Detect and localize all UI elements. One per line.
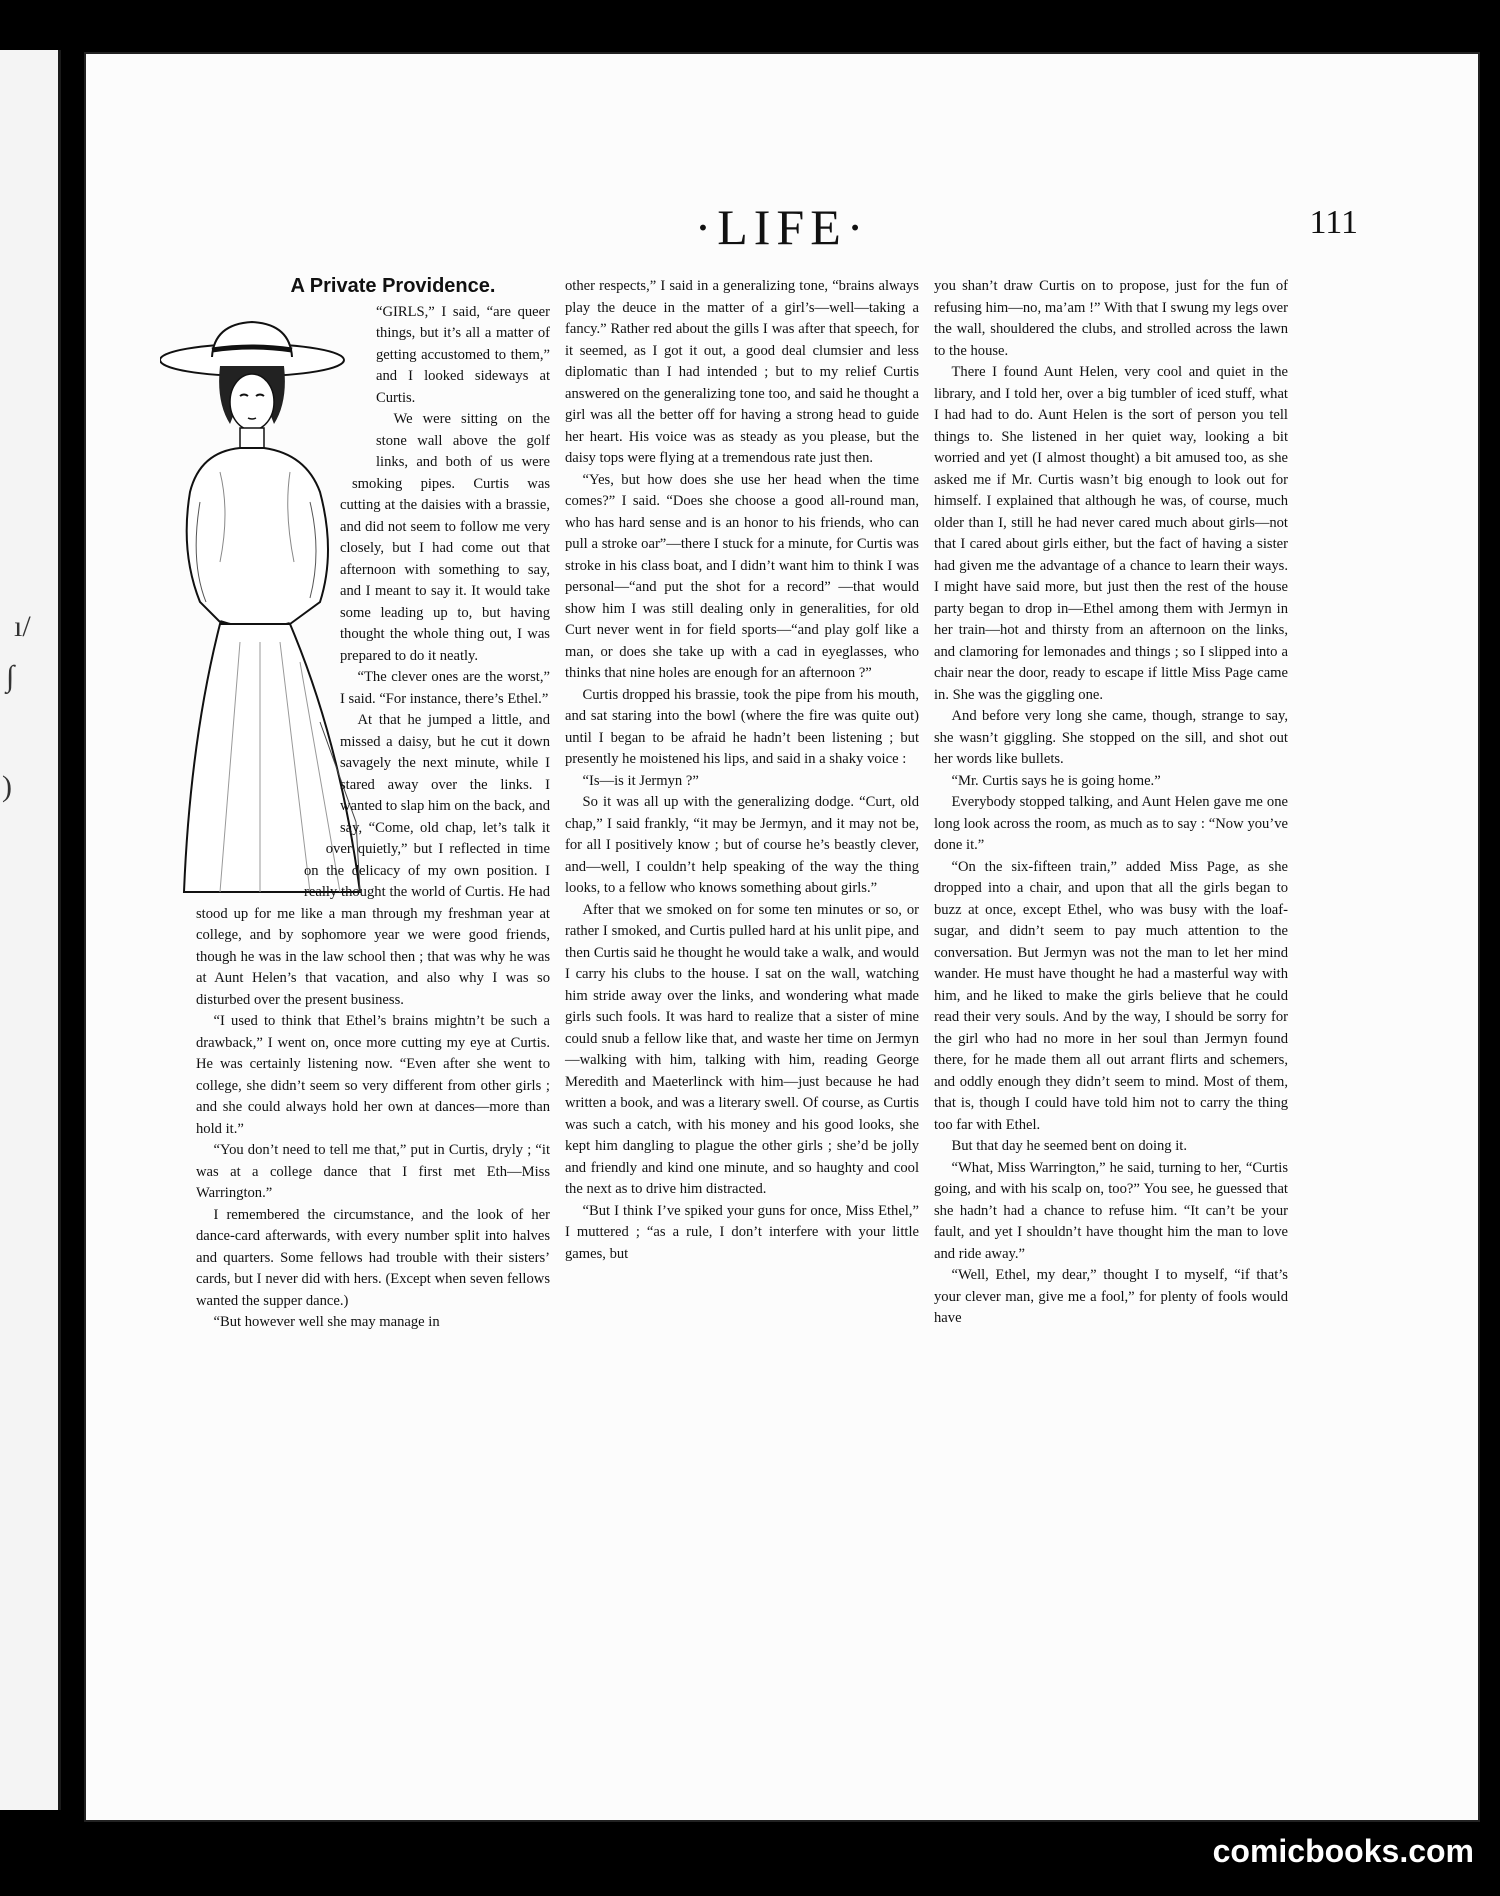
paragraph: Curtis dropped his brassie, took the pipe from his mouth, and sat staring into the bowl (where the fire was quite out) until I began to be afraid he hadn’t been listening ; but presently he moistened his lips, and said in a shaky voice : (565, 686, 919, 767)
paragraph: “The clever ones are the worst,” I said. “For instance, there’s Ethel.” (340, 669, 550, 707)
paragraph: “GIRLS,” I said, “are queer things, but it’s all a matter of getting accustomed to them,” and I looked sideways at Curtis. (376, 303, 550, 406)
paragraph: We were sitting on the stone wall above the golf links, and both of us were smoking pipes. Curtis was cutting at the daisies with a brassie, and did not seem to follow me very closely, but I had come out that afternoon with something to say, and I meant to say it. It would take some leading up to, but having thought the whole thing out, I was prepared to do it neatly. (340, 411, 550, 664)
paragraph: “But however well she may manage in (213, 1314, 440, 1330)
margin-scribble: ∫ (6, 660, 15, 693)
paragraph: I remembered the circumstance, and the look of her dance-card afterwards, with every number split into halves and quarters. Some fellows had trouble with their sisters’ cards, but I never did with hers. (Except when seven fellows wanted the supper dance.) (196, 1206, 550, 1309)
adjacent-page-edge (0, 50, 61, 1810)
paragraph: “You don’t need to tell me that,” put in Curtis, dryly ; “it was at a college dance that I first met Eth—Miss Warrington.” (196, 1142, 550, 1201)
paragraph: “Is—is it Jermyn ?” (582, 772, 699, 789)
paragraph: “What, Miss Warrington,” he said, turning to her, “Curtis going, and with his scalp on, too?” You see, he guessed that she hadn’t had a chance to refuse him. “It can’t be your fault, and yet I shouldn’t have thought him the man to love and ride away.” (934, 1159, 1288, 1262)
site-watermark: comicbooks.com (1212, 1833, 1474, 1869)
paragraph: “Yes, but how does she use her head when the time comes?” I said. “Does she choose a good all-round man, who has hard sense and is an honor to his friends, who can pull a stroke oar”—there I stuck for a minute, for Curtis was stroke in his class boat, and I didn’t want him to think I was personal—“and put the shot for a record” —that would show him I was still dealing only in generalities, for old Curt never went in for field sports—“and play golf like a man, or does she take up with a cad in eyeglasses, who thinks that nine holes are enough for an afternoon ?” (565, 471, 919, 681)
article-title: A Private Providence. (290, 275, 496, 297)
woman-in-hat-illustration (160, 302, 370, 902)
column-1 (196, 276, 550, 1334)
paragraph: And before very long she came, though, strange to say, she wasn’t giggling. She stopped on the sill, and shot out her words like bullets. (934, 708, 1288, 767)
paragraph: “Mr. Curtis says he is going home.” (951, 772, 1161, 789)
margin-scribble: ı/ (14, 610, 31, 643)
column-2 (565, 276, 919, 1265)
paragraph: “Well, Ethel, my dear,” thought I to myself, “if that’s your clever man, give me a fool,” for plenty of fools would have (934, 1267, 1288, 1326)
column-3 (934, 276, 1288, 1330)
paragraph: other respects,” I said in a generalizing tone, “brains always play the deuce in the matter of a girl’s—well—taking a fancy.” Rather red about the gills I was after that speech, for it seemed, as I got it out, a good deal clumsier and less diplomatic than I had intended ; but to my relief Curtis answered on the generalizing tone too, and said he thought a girl was all the better off for having a strong head to guide her heart. His voice was as steady as you please, but the daisy tops were flying at a tremendous rate just then. (565, 278, 919, 466)
paragraph: After that we smoked on for some ten minutes or so, or rather I smoked, and Curtis pulled hard at his unlit pipe, and then Curtis said he thought he would take a walk, and would I carry his clubs to the house. I sat on the wall, watching him stride away over the links, and wondering what made girls such fools. It was hard to realize that a sister of mine could snub a fellow like that, and waste her time on Jermyn—walking with him, talking with him, reading George Meredith and Maeterlinck with him—just because he had written a book, and was a literary swell. Of course, as Curtis was such a catch, with his money and his good looks, she kept him dangling to plague the other girls ; she’d be jolly and friendly and kind one minute, and so haughty and cool the next as to drive him distracted. (565, 901, 919, 1197)
page-number: 111 (1309, 204, 1358, 241)
paragraph: “I used to think that Ethel’s brains mightn’t be such a drawback,” I went on, once more cutting my eye at Curtis. He was certainly listening now. “Even after she went to college, she didn’t seem so very different from other girls ; and she could always hold her own at dances—more than hold it.” (196, 1013, 550, 1137)
margin-scribble: ) (2, 770, 12, 803)
paragraph: “But I think I’ve spiked your guns for once, Miss Ethel,” I muttered ; “as a rule, I don’t interfere with your little games, but (565, 1202, 919, 1262)
masthead: ·LIFE· (694, 199, 870, 255)
paragraph: At that he jumped a little, and missed a daisy, but he cut it down savagely the next minute, while I stared away over the links. I wanted to slap him on the back, and say, “Come, old chap, let’s talk it over quietly,” but I reflected in time on the delicacy of my own position. I really thought the world of Curtis. He had stood up for me like a man through my freshman year at college, and by sophomore year we were good friends, though he was in the law school then ; that was why he was at Aunt Helen’s that vacation, and also why I was so disturbed over the present business. (196, 712, 550, 1008)
paragraph: So it was all up with the generalizing dodge. “Curt, old chap,” I said frankly, “it may be Jermyn, and it may not be, for all I positively know ; but of course he’s beastly clever, and—well, I couldn’t help speaking of the way the thing looks, to a fellow who knows something about girls.” (565, 794, 919, 896)
paragraph: you shan’t draw Curtis on to propose, just for the fun of refusing him—no, ma’am !” With that I swung my legs over the wall, shouldered the clubs, and strolled across the lawn to the house. (934, 278, 1288, 359)
paragraph: “On the six-fifteen train,” added Miss Page, as she dropped into a chair, and upon that all the girls began to buzz at once, except Ethel, who was busy with the loaf-sugar, and didn’t seem to pay much attention to the conversation. But Jermyn was not the man to let her mind wander. He must have thought he had a masterful way with him, and he liked to make the girls believe that he could read their very souls. And by the way, I should be sorry for the girl who had no more in her soul than Jermyn found there, for he made them all out arrant flirts and schemers, and oddly enough they didn’t seem to mind. Most of them, that is, though I could have told him not to carry the thing too far with Ethel. (934, 858, 1288, 1133)
paragraph: But that day he seemed bent on doing it. (951, 1138, 1187, 1154)
paragraph: Everybody stopped talking, and Aunt Helen gave me one long look across the room, as much as to say : “Now you’ve done it.” (934, 794, 1288, 853)
magazine-page (84, 52, 1480, 1822)
paragraph: There I found Aunt Helen, very cool and quiet in the library, and I told her, over a big tumbler of iced stuff, what I had had to do. Aunt Helen is the sort of person you tell things to. She listened in her quiet way, looking a bit worried and yet (I almost thought) a bit amused too, as she asked me if Mr. Curtis wasn’t big enough to look out for himself. I explained that although he was, of course, much older than I, still he had never cared much about girls—not that I cared about girls either, but the fact of having a sister had given me the advantage of a chance to learn their ways. I might have said more, but just then the rest of the house party began to drop in—Ethel among them with Jermyn in her train—hot and thirsty from an afternoon on the links, and clamoring for lemonades and things ; so I slipped into a chair near the door, ready to escape if little Miss Page came in. She was the giggling one. (934, 364, 1288, 703)
